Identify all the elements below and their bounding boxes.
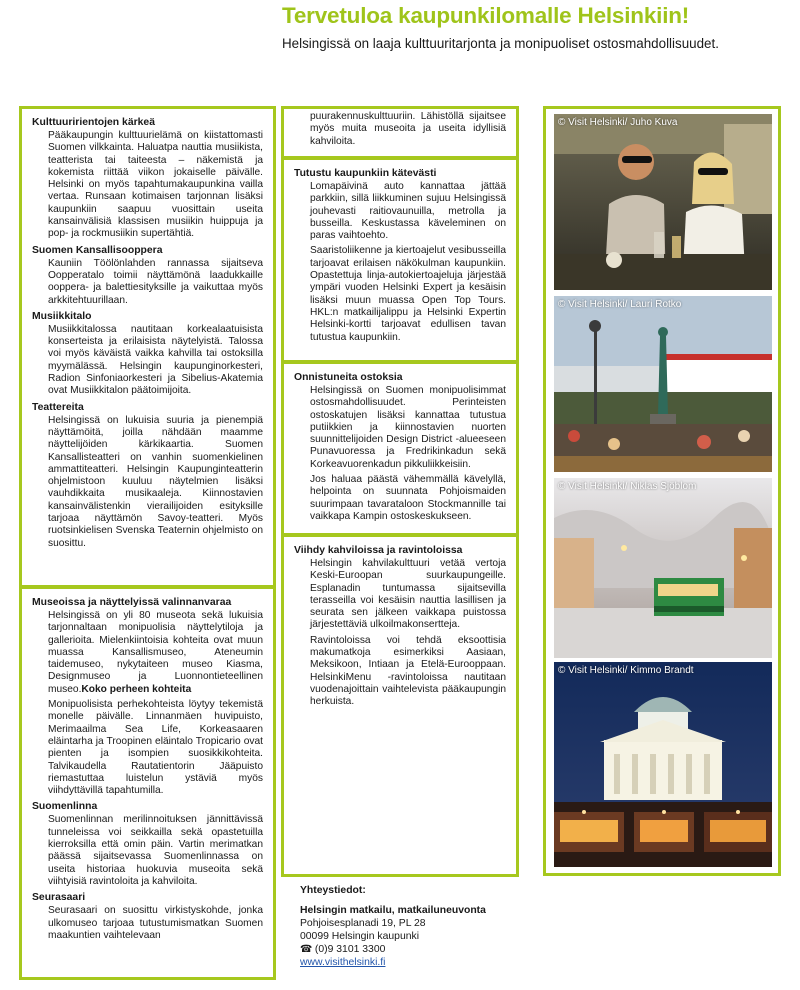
website-link[interactable]: www.visithelsinki.fi bbox=[300, 957, 386, 968]
shopping-heading: Onnistuneita ostoksia bbox=[294, 372, 403, 383]
culture-intro: Pääkaupungin kulttuurielämä on kiistattomasti Suomen vilkkainta. Haluatpa nauttia musiikista, teatterista tai taiteesta – näkemistä ja kokemista riittää viikon jokaiselle päivälle. Helsinki on myös tapahtumakaupunkina vailla vertaa. Runsaan kotimaisen tarjonnan lisäksi kaupunkiin saapuu vuosittain useita kansainvälisiä klassisen musiikin huippuja ja pop- ja rockmusiikin supertähtiä. bbox=[48, 130, 263, 240]
photo-market-square-image bbox=[554, 296, 772, 472]
seurasaari-heading: Seurasaari bbox=[32, 892, 86, 904]
cafes-box bbox=[281, 534, 519, 877]
suomenlinna-text: Suomenlinnan merilinnoituksen jännittävissä tunneleissa voi seikkailla sekä opastetuilla kierroksilla että omin päin. Vartin merimatkan päässä sijaitsevassa Suomenlinnassa on useita historiaa huokuvia museoita sekä viihtyisiä ravintoloita ja kahviloita. bbox=[48, 814, 263, 887]
cafes-heading: Viihdy kahviloissa ja ravintoloissa bbox=[294, 545, 463, 556]
cafes-text-1: Helsingin kahvilakulttuuri vetää vertoja Keski-Euroopan suurkaupungeille. Esplanadin tuntumassa sijaitsevilla terasseilla voi kesäisin nauttia lasillisen ja seurata sen jälkeen vaikkapa puistossa järjestettäviä ulkoilmakonsertteja. bbox=[310, 558, 506, 631]
photo-credit-2: © Visit Helsinki/ Lauri Rotko bbox=[558, 299, 682, 310]
photo-cafe-terrace-image bbox=[554, 114, 772, 290]
contact-address-2: 00099 Helsingin kaupunki bbox=[300, 931, 420, 942]
photo-credit-1: © Visit Helsinki/ Juho Kuva bbox=[558, 117, 678, 128]
museums-heading: Museoissa ja näyttelyissä valinnanvaraa bbox=[32, 597, 232, 608]
explore-box bbox=[281, 157, 519, 363]
explore-heading: Tutustu kaupunkiin kätevästi bbox=[294, 168, 437, 179]
phone-icon: ☎ bbox=[300, 944, 313, 955]
photo-winter-tram-image bbox=[554, 478, 772, 658]
shopping-box bbox=[281, 361, 519, 536]
photo-cathedral-night-image bbox=[554, 662, 772, 867]
family-text: Monipuolisista perhekohteista löytyy tekemistä monelle päivälle. Linnanmäen huvipuisto, Merimaailma Sea Life, Korkeasaaren eläintarha ja Troopinen eläintalo Tropicario ovat pienten ja isompien suosikkikohteita. Talvikaudella Rautatientorin Jääpuisto riemastuttaa luistelun ystäviä myös viihdyttävillä tapahtumilla. bbox=[48, 699, 263, 797]
photo-credit-4: © Visit Helsinki/ Kimmo Brandt bbox=[558, 665, 694, 676]
culture-heading: Kulttuuririentojen kärkeä bbox=[32, 117, 155, 128]
photo-cathedral-night bbox=[554, 662, 772, 867]
opera-heading: Suomen Kansallisooppera bbox=[32, 244, 163, 256]
page-title: Tervetuloa kaupunkilomalle Helsinkiin! bbox=[282, 3, 690, 28]
photo-column bbox=[543, 106, 781, 876]
continuation-box bbox=[281, 106, 519, 159]
page-subtitle: Helsingissä on laaja kulttuuritarjonta ja monipuoliset ostosmahdollisuudet. bbox=[282, 36, 719, 51]
seurasaari-text: Seurasaari on suosittu virkistyskohde, jonka ulkomuseo tarjoaa tutustumismatkan Suomen maakuntien vaihtelevaan bbox=[48, 905, 263, 941]
photo-winter-tram bbox=[554, 478, 772, 658]
music-text: Musiikkitalossa nautitaan korkealaatuisista konserteista ja erilaisista näytelyistä. Talossa voi myös käväistä vaikka kahvilla tai ostoksilla myymälässä. Helsingin kaupunginorkesteri, Radion Sinfoniaorkesteri ja Sibelius-Akatemia ovat Musiikkitalon päätoimijoita. bbox=[48, 323, 263, 397]
photo-credit-3: © Visit Helsinki/ Niklas Sjöblom bbox=[558, 481, 697, 492]
photo-cafe-terrace bbox=[554, 114, 772, 290]
suomenlinna-heading: Suomenlinna bbox=[32, 801, 98, 813]
contact-org: Helsingin matkailu, matkailuneuvonta bbox=[300, 905, 486, 916]
music-heading: Musiikkitalo bbox=[32, 310, 92, 322]
shopping-text-1: Helsingissä on Suomen monipuolisimmat ostosmahdollisuudet. Perinteisten ostoskatujen lisäksi kannattaa tutustua putiikkien ja kiinnostavien nuorten suunnittelijoiden Design District -alueeseen Punavuoressa ja Fredrikinkadun sekä Korkeavuorenkadun pikkuliikkeisiin. bbox=[310, 385, 506, 470]
continuation-text: puurakennuskulttuuriin. Lähistöllä sijaitsee myös muita museoita ja useita idyllisiä kahviloita. bbox=[310, 111, 506, 147]
photo-market-square bbox=[554, 296, 772, 472]
family-heading: Koko perheen kohteita bbox=[81, 683, 192, 695]
explore-text-2: Saaristoliikenne ja kiertoajelut vesibusseilla tarjoavat erilaisen näkökulman kaupunkiin. Opastettuja linja-autokiertoajeluja järjestää ympäri vuoden Helsinki Expert ja kesäisin lisäksi muun muassa Open Top Tours. HKL:n matkailijalippu ja Helsinki Expertin Helsinki-kortti tarjoavat edullisen tavan tutustua kaupunkiin. bbox=[310, 245, 506, 343]
museums-box bbox=[19, 586, 276, 980]
contact-address-1: Pohjoisesplanadi 19, PL 28 bbox=[300, 918, 426, 929]
contact-phone-number: (0)9 3101 3300 bbox=[314, 944, 386, 955]
theatre-text: Helsingissä on lukuisia suuria ja pienempiä näyttämöitä, joilla nähdään maamme näyttelijöiden kärkikaartia. Suomen Kansallisteatteri on vanhin suomenkielinen ammattiteatteri. Helsingin Kaupunginteatterin ohjelmistoon kuuluu näytelmien lisäksi vauhdikkaita musikaaleja. Kiinnostavien kansainvälistenkin vierailijoiden esityksille tarjoaa näyttämön Savoy-teatteri. Myös ruotsinkielisen Svenska Teaternin ohjelmisto on suosittu. bbox=[48, 414, 263, 549]
culture-box bbox=[19, 106, 276, 588]
contact-heading: Yhteystiedot: bbox=[300, 885, 366, 896]
opera-text: Kauniin Töölönlahden rannassa sijaitseva Oopperatalo toimii näyttämönä laadukkaille ooppera- ja balettiesityksille ja vaikuttaa myös arkkitehtuurillaan. bbox=[48, 257, 263, 306]
shopping-text-2: Jos haluaa päästä vähemmällä kävelyllä, helpointa on suunnata Pohjoismaiden suurimpaan tavarataloon Stockmannille tai vaikkapa Kampin ostoskeskukseen. bbox=[310, 474, 506, 522]
museums-text-body: Helsingissä on yli 80 museota sekä lukuisia tarjonnaltaan monipuolisia näyttelytiloja ja gallerioita. Mielenkiintoisia kohteita ovat muun muassa Kansallismuseo, Ateneumin taidemuseo, nykytaiteen museo Kiasma, Designmuseo ja Luonnontieteellinen museo. bbox=[48, 610, 263, 695]
explore-text-1: Lomapäivinä auto kannattaa jättää parkkiin, sillä liikkuminen sujuu Helsingissä jouhevasti raitiovaunuilla, metrolla ja busseilla. Keskustassa käveleminen on paras vaihtoehto. bbox=[310, 181, 506, 242]
contact-phone bbox=[300, 943, 520, 956]
cafes-text-2: Ravintoloissa voi tehdä eksoottisia makumatkoja esimerkiksi Aasiaan, Meksikoon, Intiaan ja Etelä-Eurooppaan. HelsinkiMenu -ravintoloissa nautitaan vuodenajoittain vaihtelevista pääkaupungin herkuista. bbox=[310, 634, 506, 708]
contact-block bbox=[300, 884, 520, 969]
museums-text bbox=[32, 610, 263, 696]
theatre-heading: Teattereita bbox=[32, 401, 84, 413]
